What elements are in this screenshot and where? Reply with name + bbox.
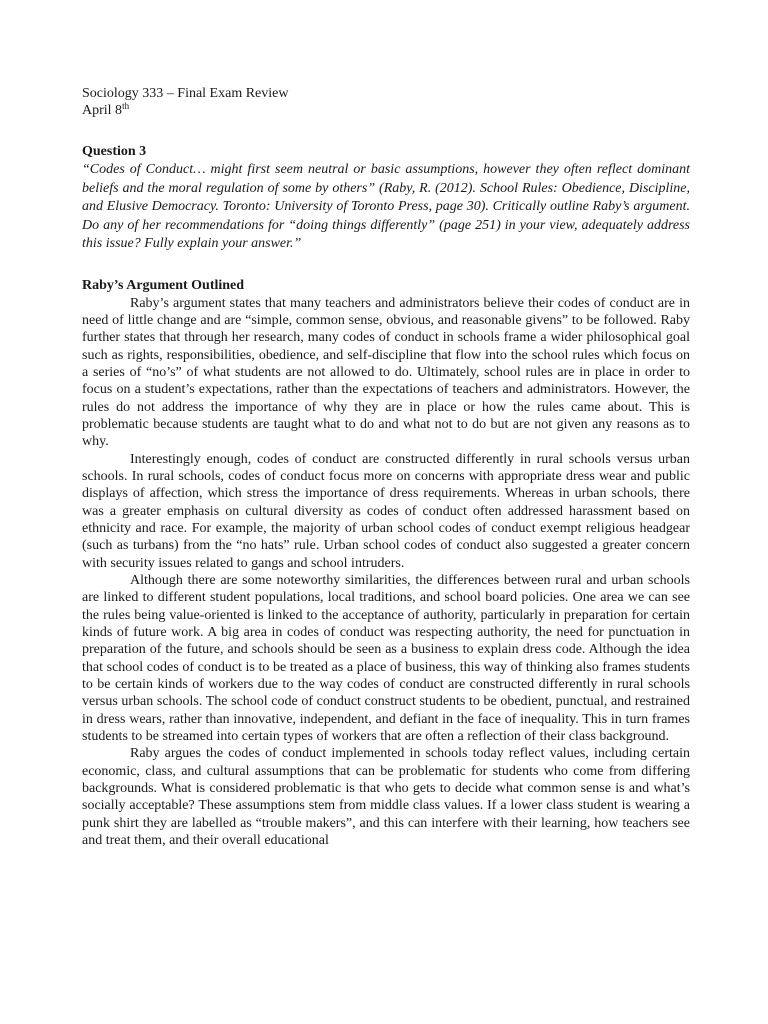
body-paragraph-2: Interestingly enough, codes of conduct are constructed differently in rural schools versus urban schools. In rural schools, codes of conduct focus more on concerns with appropriate dress wear and public displays of affection, which stress the importance of dress requirements. Whereas in urban schools, there was a greater emphasis on cultural diversity as codes of conduct often addressed harassment based on ethnicity and race. For example, the majority of urban school codes of conduct exempt religious headgear (such as turbans) from the “no hats” rule. Urban school codes of conduct also suggested a greater concern with security issues related to gangs and school intruders. [82, 451, 690, 571]
document-date: April 8th [82, 101, 130, 118]
question-title: Question 3 [82, 144, 147, 159]
body-paragraph-4: Raby argues the codes of conduct implemented in schools today reflect values, including certain economic, class, and cultural assumptions that can be problematic for students who come from differing backgrounds. What is considered problematic is that who gets to decide what common sense is and what’s socially acceptable? These assumptions stem from middle class values. If a lower class student is wearing a punk shirt they are labelled as “trouble makers”, and this can interfere with their learning, how teachers see and treat them, and their overall educational [82, 746, 690, 849]
body-paragraph-3: Although there are some noteworthy similarities, the differences between rural and urban schools are linked to different student populations, local traditions, and school board policies. One area we can see the rules being value-oriented is linked to the acceptance of authority, particularly in preparation for certain kinds of future work. A big area in codes of conduct was respecting authority, the need for punctuation in preparation of the future, and schools should be seen as a business to explain dress code. Although the idea that school codes of conduct is to be treated as a place of business, this way of thinking also frames students to be certain kinds of workers due to the way codes of conduct are constructed differently in rural schools versus urban schools. The school code of conduct construct students to be obedient, punctual, and restrained in dress wears, rather than innovative, independent, and defiant in the face of inequality. This in turn frames students to be streamed into certain types of workers that are often a reflection of their class background. [82, 573, 690, 745]
body-paragraph-1: Raby’s argument states that many teachers and administrators believe their codes of conduct are in need of little change and are “simple, common sense, obvious, and reasonable givens” to be followed. Raby further states that through her research, many codes of conduct in schools frame a wider philosophical goal such as rights, responsibilities, obedience, and self-discipline that flow into the school rules which focus on a series of “no’s” of what students are not allowed to do. Ultimately, school rules are in place in order to focus on a student’s expectations, rather than the expectations of teachers and administrators. However, the rules do not address the importance of why they are in place or how the rules came about. This is problematic because students are taught what to do and what not to do but are not given any reasons as to why. [82, 295, 690, 450]
document-page [82, 85, 690, 850]
section-heading: Raby’s Argument Outlined [82, 277, 245, 293]
question-prompt: “Codes of Conduct… might first seem neutral or basic assumptions, however they often reflect dominant beliefs and the moral regulation of some by others” (Raby, R. (2012). School Rules: Obedience, Discipline, and Elusive Democracy. Toronto: University of Toronto Press, page 30). Critically outline Raby’s argument. Do any of her recommendations for “doing things differently” (page 251) in your view, adequately address this issue? Fully explain your answer.” [82, 162, 690, 251]
course-title: Sociology 333 – Final Exam Review [82, 86, 289, 101]
